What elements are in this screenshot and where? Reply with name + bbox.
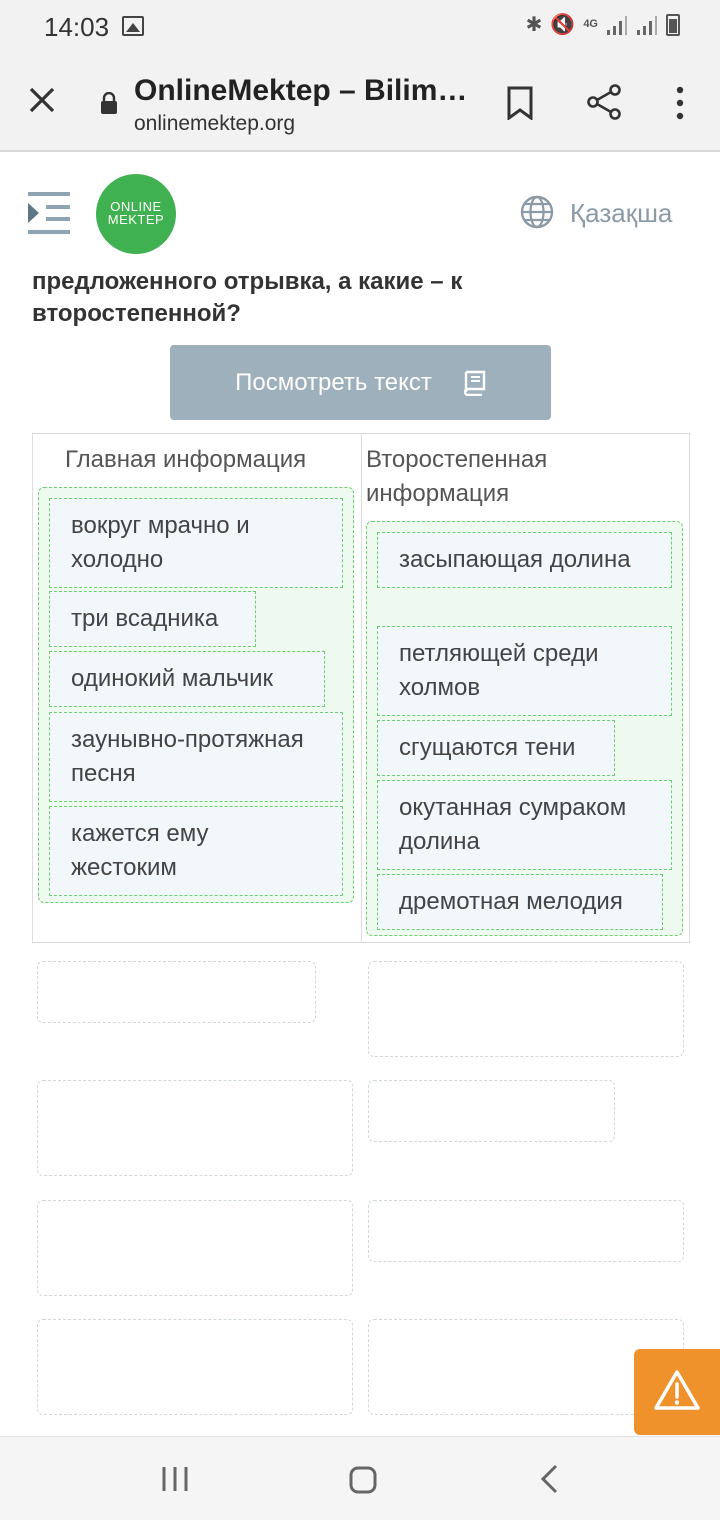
bluetooth-icon: ✱ xyxy=(525,14,543,36)
language-selector[interactable]: Қазақша xyxy=(570,198,673,228)
card-secondary-1[interactable]: засыпающая долина xyxy=(377,532,672,588)
card-main-4[interactable]: заунывно-протяжная песня xyxy=(49,712,343,802)
report-button[interactable] xyxy=(634,1349,720,1435)
signal-icon-2 xyxy=(636,14,658,36)
bookmark-icon[interactable] xyxy=(506,86,534,120)
recents-icon[interactable] xyxy=(160,1465,190,1493)
empty-slot[interactable] xyxy=(37,1319,353,1415)
page-url[interactable]: onlinemektep.org xyxy=(134,112,296,135)
battery-icon xyxy=(666,14,680,36)
warning-icon xyxy=(654,1369,700,1411)
view-text-button[interactable] xyxy=(170,345,551,420)
empty-slot[interactable] xyxy=(368,961,684,1057)
view-text-label: Посмотреть текст xyxy=(235,368,432,396)
card-secondary-4[interactable]: окутанная сумраком долина xyxy=(377,780,672,870)
status-bar xyxy=(0,0,720,56)
column-header-secondary: Второстепенная информация xyxy=(366,446,548,507)
book-icon xyxy=(460,370,486,396)
browser-toolbar xyxy=(0,56,720,152)
logo-line-2: MEKTEP xyxy=(107,212,165,227)
signal-icon xyxy=(606,14,628,36)
card-secondary-3[interactable]: сгущаются тени xyxy=(377,720,615,776)
system-navigation-bar xyxy=(0,1436,720,1520)
image-notification-icon xyxy=(122,16,144,36)
share-icon[interactable] xyxy=(586,84,622,120)
home-icon[interactable] xyxy=(348,1465,378,1495)
empty-slot[interactable] xyxy=(37,1200,353,1296)
card-secondary-2[interactable]: петляющей среди холмов xyxy=(377,626,672,716)
close-icon[interactable] xyxy=(28,86,56,114)
board-divider xyxy=(361,434,362,942)
page-title[interactable]: OnlineMektep – Bilim… xyxy=(134,74,468,107)
question-text: предложенного отрывка, а какие – к второстепенной? xyxy=(32,268,463,327)
card-main-2[interactable]: три всадника xyxy=(49,591,256,647)
menu-icon[interactable] xyxy=(674,86,686,120)
empty-slot[interactable] xyxy=(37,1080,353,1176)
status-icons xyxy=(526,12,680,37)
logo-line-1: ONLINE xyxy=(110,199,162,214)
empty-slot[interactable] xyxy=(368,1080,615,1142)
card-secondary-5[interactable]: дремотная мелодия xyxy=(377,874,663,930)
network-type-label: 4G xyxy=(583,18,598,30)
onlinemektep-logo[interactable] xyxy=(96,174,176,254)
column-header-main: Главная информация xyxy=(65,446,307,473)
card-main-3[interactable]: одинокий мальчик xyxy=(49,651,325,707)
lock-icon xyxy=(100,92,118,114)
card-main-5[interactable]: кажется ему жестоким xyxy=(49,806,343,896)
back-icon[interactable] xyxy=(538,1463,560,1495)
site-menu-icon[interactable] xyxy=(26,190,72,236)
mute-icon: 🔇 xyxy=(550,14,576,36)
globe-icon[interactable] xyxy=(520,195,554,229)
status-time: 14:03 xyxy=(44,12,110,42)
empty-slot[interactable] xyxy=(368,1200,684,1262)
sorting-board xyxy=(32,433,690,943)
card-main-1[interactable]: вокруг мрачно и холодно xyxy=(49,498,343,588)
empty-slot[interactable] xyxy=(37,961,316,1023)
